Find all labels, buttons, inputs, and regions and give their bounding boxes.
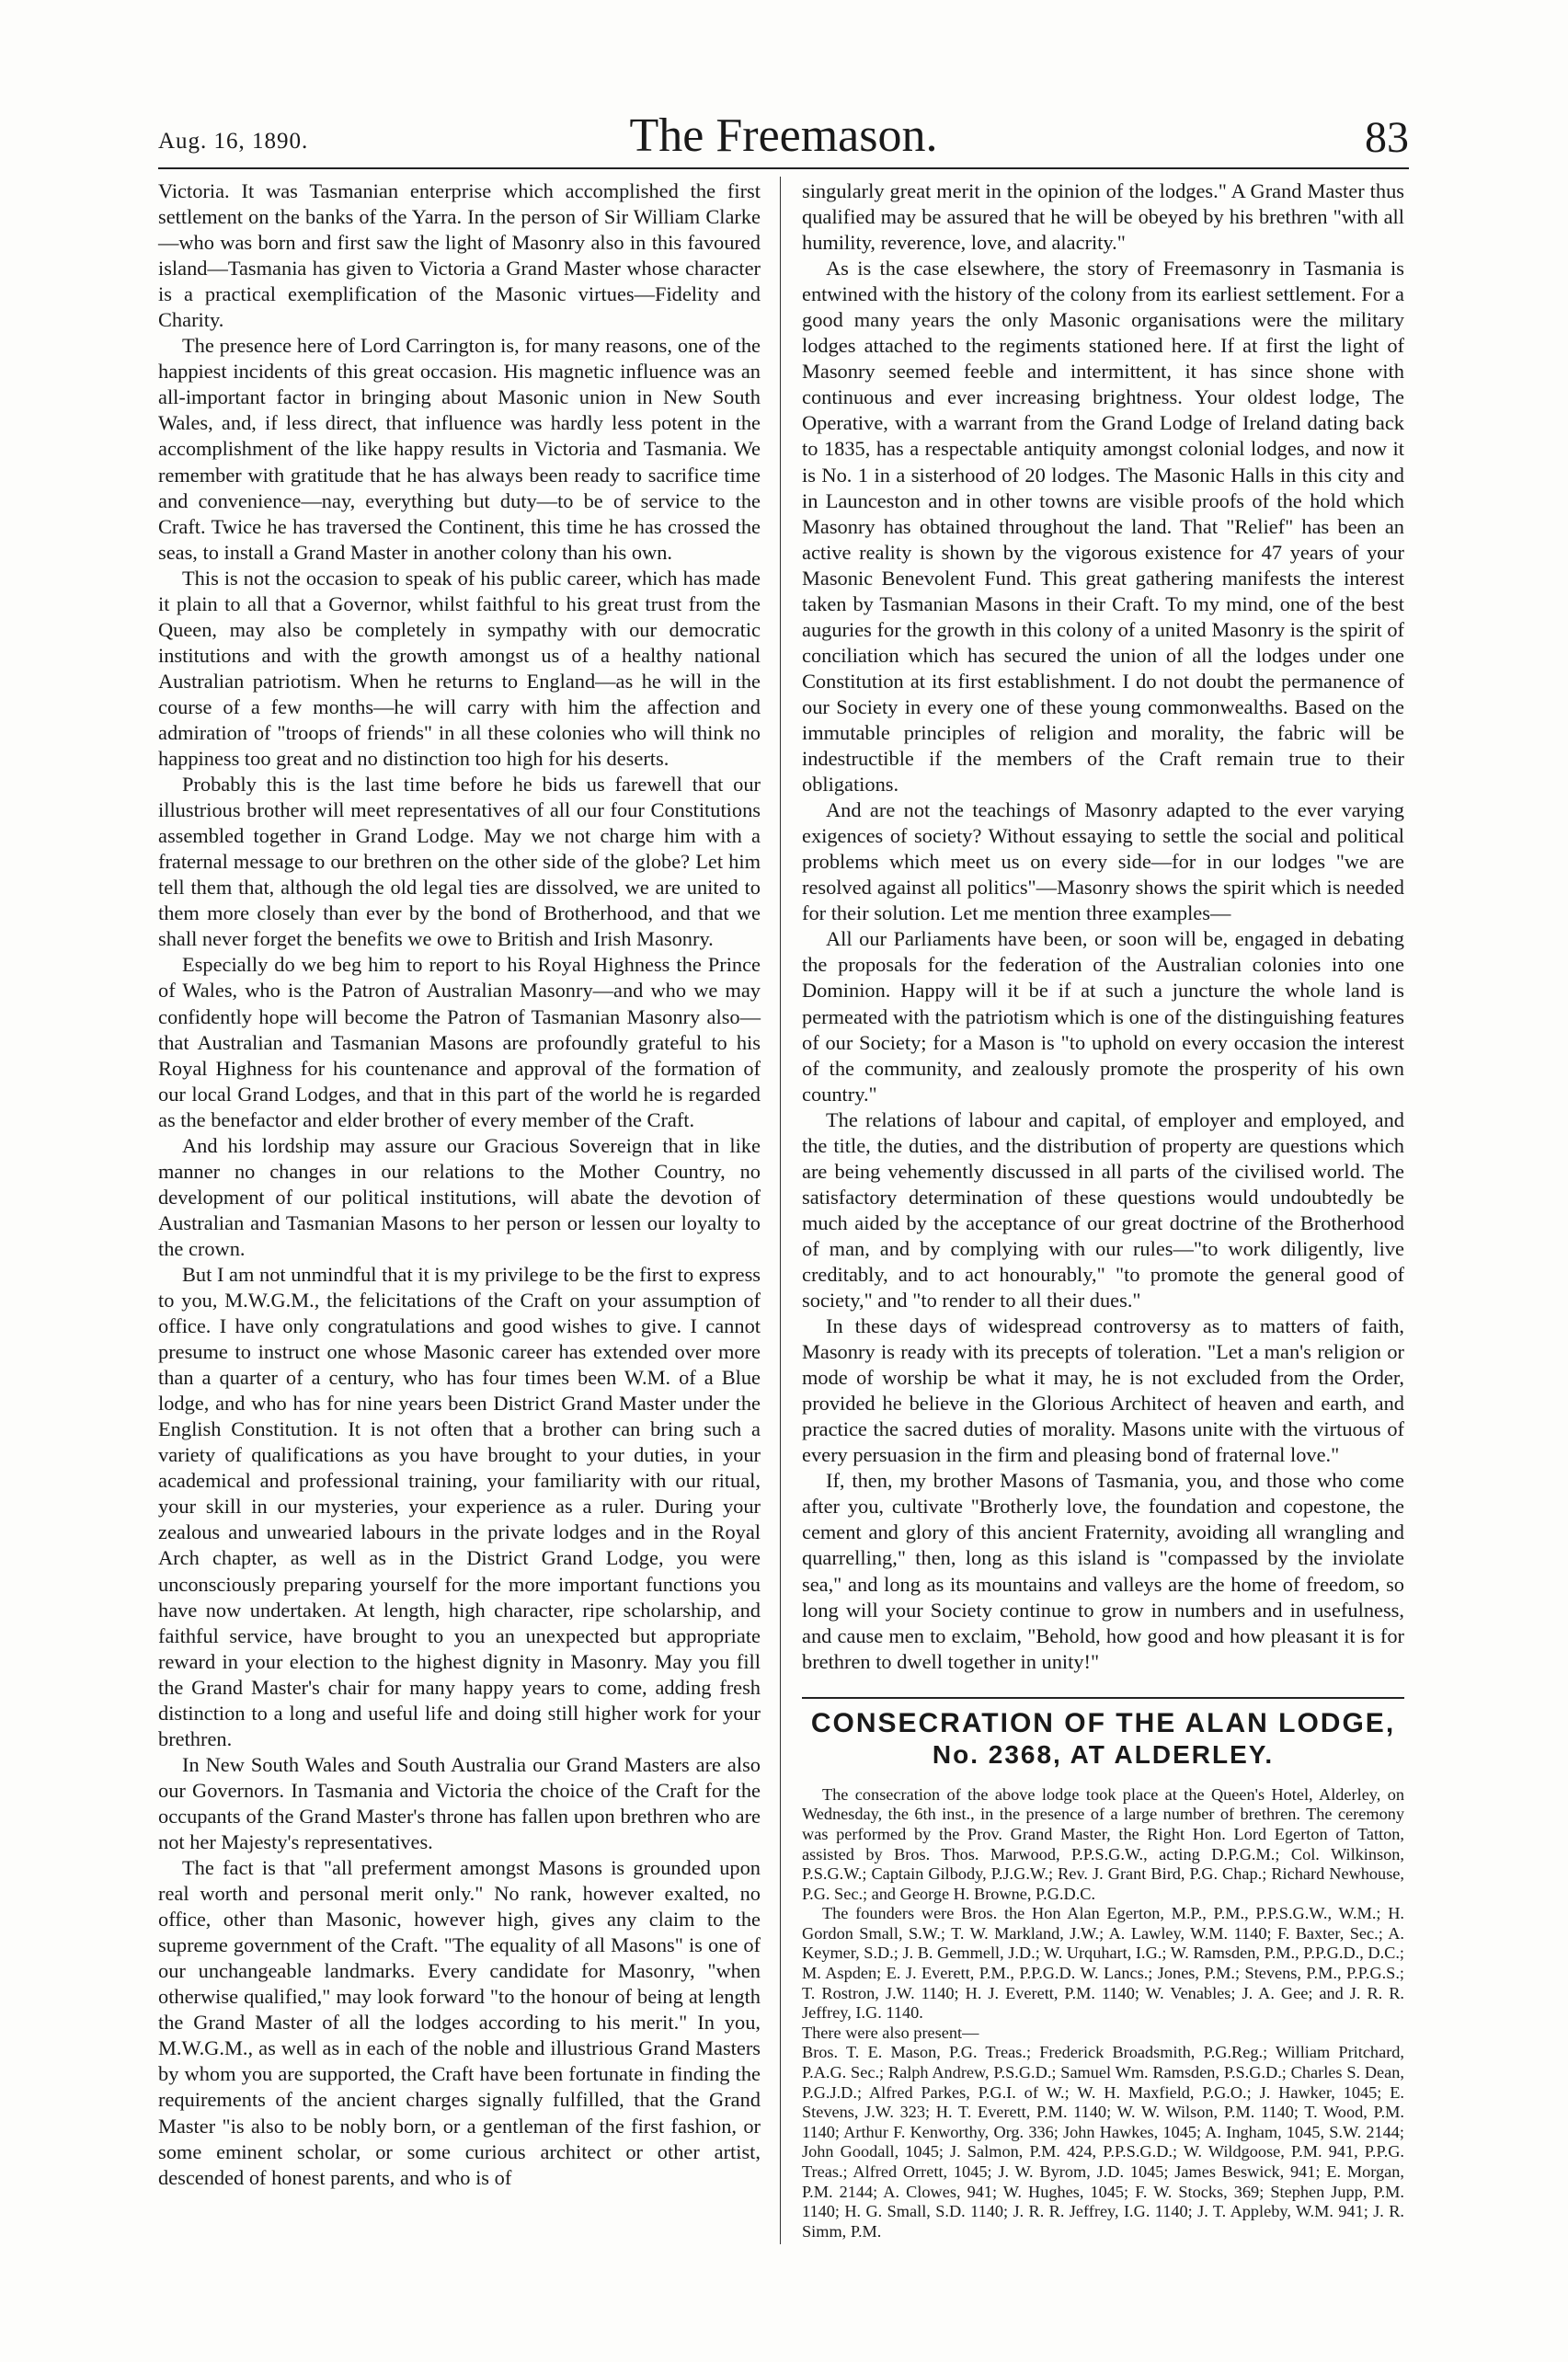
masthead <box>158 109 1409 182</box>
paragraph: Bros. T. E. Mason, P.G. Treas.; Frederick Broadsmith, P.G.Reg.; William Pritchard, P.A.G. Sec.; Ralph Andrew, P.S.G.D.; Samuel Wm. Ramsden, P.S.G.D.; Charles S. Dean, P.G.J.D.; Alfred Parkes, P.G.I. of W.; W. H. Maxfield, P.G.O.; J. Hawker, 1045; E. Stevens, J.W. 323; H. T. Everett, P.M. 1140; W. W. Wilson, P.M. 1140; T. Wood, P.M. 1140; Arthur F. Kenworthy, Org. 336; John Hawkes, 1045; A. Ingham, 1045, S.W. 2144; John Goodall, 1045; J. Salmon, P.M. 424, P.P.S.G.D.; W. Wildgoose, P.M. 941, P.P.G. Treas.; Alfred Orrett, 1045; J. W. Byrom, J.D. 1045; James Beswick, 941; E. Morgan, P.M. 2144; A. Clowes, 941; W. Hughes, 1045; F. W. Stocks, 369; Stephen Jupp, P.M. 1140; H. G. Small, S.D. 1140; J. R. R. Jeffrey, I.G. 1140; J. T. Appleby, W.M. 941; J. R. Simm, P.M. <box>802 2043 1404 2241</box>
issue-date: Aug. 16, 1890. <box>158 129 309 154</box>
paragraph: Probably this is the last time before he bids us farewell that our illustrious brother will meet representatives of all our four Constitutions assembled together in Grand Lodge. May we not charge him with a fraternal message to our brethren on the other side of the globe? Let him tell them that, although the old legal ties are dissolved, we are united to them more closely than ever by the bond of Brotherhood, and that we shall never forget the benefits we owe to British and Irish Masonry. <box>158 773 761 951</box>
article-heading <box>802 1697 1404 1771</box>
page-number: 83 <box>1365 113 1409 162</box>
paragraph: The relations of labour and capital, of employer and employed, and the title, the duties, and the distribution of property are questions which are being vehemently discussed in all parts of the civilised world. The satisfactory determination of these questions would undoubtedly be much aided by the acceptance of our great doctrine of the Brotherhood of man, and by complying with our rules—"to work diligently, live creditably, and to act honourably," "to promote the general good of society," and "to render to all their dues." <box>802 1107 1404 1313</box>
paragraph: The fact is that "all preferment amongst Masons is grounded upon real worth and personal merit only." No rank, however exalted, no office, other than Masonic, however high, gives any claim to the supreme government of the Craft. "The equality of all Masons" is one of our unchangeable landmarks. Every candidate for Masonry, "when otherwise qualified," may look forward "to the honour of being at length the Grand Master of all the lodges according to his merit." In you, M.W.G.M., as well as in each of the noble and illustrious Grand Masters by whom you are supported, the Craft have been fortunate in finding the requirements of the ancient charges signally fulfilled, that the Grand Master "is also to be nobly born, or a gentleman of the first fashion, or some eminent scholar, or some curious architect or other artist, descended of honest parents, and who is of <box>158 1856 761 2189</box>
paragraph: The consecration of the above lodge took place at the Queen's Hotel, Alderley, on Wednesday, the 6th inst., in the presence of a large number of brethren. The ceremony was performed by the Prov. Grand Master, the Right Hon. Lord Egerton of Tatton, assisted by Bros. Thos. Marwood, P.P.S.G.W., acting D.P.G.M.; Col. Wilkinson, P.S.G.W.; Captain Gilbody, P.J.G.W.; Rev. J. Grant Bird, P.G. Chap.; Richard Newhouse, P.G. Sec.; and George H. Browne, P.G.D.C. <box>802 1784 1404 1903</box>
paragraph: All our Parliaments have been, or soon will be, engaged in debating the proposals for the federation of the Australian colonies into one Dominion. Happy will it be if at such a juncture the whole land is permeated with the patriotism which is one of the distinguishing features of our Society; for a Mason is "to uphold on every occasion the interest of the community, and zealously promote the prosperity of his own country." <box>802 927 1404 1106</box>
paragraph: Especially do we beg him to report to his Royal Highness the Prince of Wales, who is the Patron of Australian Masonry—and who we may confidently hope will become the Patron of Tasmanian Masonry also—that Australian and Tasmanian Masons are profoundly grateful to his Royal Highness for his countenance and approval of the formation of our local Grand Lodges, and that in this part of the world he is regarded as the benefactor and elder brother of every member of the Craft. <box>158 953 761 1131</box>
publication-title: The Freemason. <box>629 109 938 162</box>
header-rule <box>158 167 1409 169</box>
left-column <box>158 178 761 2191</box>
paragraph: singularly great merit in the opinion of the lodges." A Grand Master thus qualified may be assured that he will be obeyed by his brethren "with all humility, reverence, love, and alacrity." <box>802 179 1404 255</box>
paragraph: And his lordship may assure our Gracious Sovereign that in like manner no changes in our relations to the Mother Country, no development of our political institutions, will abate the devotion of Australian and Tasmanian Masons to her person or lessen our loyalty to the crown. <box>158 1133 761 1260</box>
paragraph: But I am not unmindful that it is my privilege to be the first to express to you, M.W.G.M., the felicitations of the Craft on your assumption of office. I have only congratulations and good wishes to give. I cannot presume to instruct one whose Masonic career has extended over more than a quarter of a century, who has four times been W.M. of a Blue lodge, and who has for nine years been District Grand Master under the English Constitution. It is not often that a brother can bring such a variety of qualifications as you have brought to your duties, in your academical and professional training, your familiarity with our ritual, your skill in our mysteries, your experience as a ruler. During your zealous and unwearied labours in the private lodges and in the Royal Arch chapter, as well as in the District Grand Lodge, you were unconsciously preparing yourself for the more important functions you have now undertaken. At length, high character, ripe scholarship, and faithful service, have brought to you an unexpected but appropriate reward in your election to the highest dignity in Masonry. May you fill the Grand Master's chair for many happy years to come, adding fresh distinction to a long and useful life and doing still higher work for your brethren. <box>158 1262 761 1750</box>
paragraph: If, then, my brother Masons of Tasmania, you, and those who come after you, cultivate "Brotherly love, the foundation and copestone, the cement and glory of this ancient Fraternity, avoiding all wrangling and quarrelling," then, long as this island is "compassed by the inviolate sea," and long as its mountains and valleys are the home of freedom, so long will your Society continue to grow in numbers and in usefulness, and cause men to exclaim, "Behold, how good and how pleasant it is for brethren to dwell together in unity!" <box>802 1469 1404 1673</box>
paragraph: The presence here of Lord Carrington is, for many reasons, one of the happiest incidents of this great occasion. His magnetic influence was an all-important factor in bringing about Masonic union in New South Wales, and, if less direct, that influence was hardly less potent in the accomplishment of the like happy results in Victoria and Tasmania. We remember with gratitude that he has always been ready to sacrifice time and convenience—nay, everything but duty—to be of service to the Craft. Twice he has traversed the Continent, this time he has crossed the seas, to install a Grand Master in another colony than his own. <box>158 334 761 564</box>
paragraph: And are not the teachings of Masonry adapted to the ever varying exigences of society? Without essaying to settle the social and political problems which meet us on every side—for in our lodges "we are resolved against all politics"—Masonry shows the spirit which is needed for their solution. Let me mention three examples— <box>802 798 1404 925</box>
paragraph: There were also present— <box>802 2023 979 2042</box>
paragraph: The founders were Bros. the Hon Alan Egerton, M.P., P.M., P.P.S.G.W., W.M.; H. Gordon Small, S.W.; T. W. Markland, J.W.; A. Lawley, W.M. 1140; F. Baxter, Sec.; A. Keymer, S.D.; J. B. Gemmell, J.D.; W. Urquhart, I.G.; W. Ramsden, P.M., P.P.G.D., D.C.; M. Aspden; E. J. Everett, P.M., P.P.G.D. W. Lancs.; Jones, P.M.; Stevens, P.M., P.P.G.S.; T. Rostron, J.W. 1140; H. J. Everett, P.M. 1140; W. Venables; J. A. Gee; and J. R. R. Jeffrey, I.G. 1140. <box>802 1904 1404 2023</box>
paragraph: In New South Wales and South Australia our Grand Masters are also our Governors. In Tasmania and Victoria the choice of the Craft for the occupants of the Grand Master's throne has fallen upon brethren who are not her Majesty's representatives. <box>158 1752 761 1853</box>
paragraph: As is the case elsewhere, the story of Freemasonry in Tasmania is entwined with the history of the colony from its earliest settlement. For a good many years the only Masonic organisations were the military lodges attached to the regiments stationed here. If at first the light of Masonry seemed feeble and intermittent, it has since shone with continuous and ever increasing brightness. Your oldest lodge, The Operative, with a warrant from the Grand Lodge of Ireland dating back to 1835, has a respectable antiquity amongst colonial lodges, and now it is No. 1 in a sisterhood of 20 lodges. The Masonic Halls in this city and in Launceston and in other towns are visible proofs of the hold which Masonry has obtained throughout the land. That "Relief" has been an active reality is shown by the vigorous existence for 47 years of your Masonic Benevolent Fund. This great gathering manifests the interest taken by Tasmanian Masons in their Craft. To my mind, one of the best auguries for the growth in this colony of a united Masonry is the spirit of conciliation which has secured the union of all the lodges under one Constitution at its first establishment. I do not doubt the permanence of our Society in every one of these young commonwealths. Based on the immutable principles of religion and morality, the fabric will be indestructible if the members of the Craft remain true to their obligations. <box>802 257 1404 797</box>
article-subheading-line: No. 2368, AT ALDERLEY. <box>932 1739 1275 1769</box>
paragraph: This is not the occasion to speak of his public career, which has made it plain to all that a Governor, whilst faithful to his great trust from the Queen, may also be completely in sympathy with our democratic institutions and with the growth amongst us of a healthy national Australian patriotism. When he returns to England—as he will in the course of a few months—he will carry with him the affection and admiration of "troops of friends" in all these colonies who will think no happiness too great and no distinction too high for his deserts. <box>158 566 761 771</box>
article-heading-line: CONSECRATION OF THE ALAN LODGE, <box>810 1707 1396 1738</box>
column-divider <box>780 177 781 2244</box>
article-body <box>802 1785 1404 2242</box>
paragraph: In these days of widespread controversy as to matters of faith, Masonry is ready with its precepts of toleration. "Let a man's religion or mode of worship be what it may, he is not excluded from the Order, provided he believe in the Glorious Architect of heaven and earth, and practice the sacred duties of morality. Masons unite with the virtuous of every persuasion in the firm and pleasing bond of fraternal love." <box>802 1314 1404 1467</box>
right-column <box>802 178 1404 2242</box>
paragraph: Victoria. It was Tasmanian enterprise which accomplished the first settlement on the banks of the Yarra. In the person of Sir William Clarke—who was born and first saw the light of Masonry also in this favoured island—Tasmania has given to Victoria a Grand Master whose character is a practical exemplification of the Masonic virtues—Fidelity and Charity. <box>158 179 761 332</box>
